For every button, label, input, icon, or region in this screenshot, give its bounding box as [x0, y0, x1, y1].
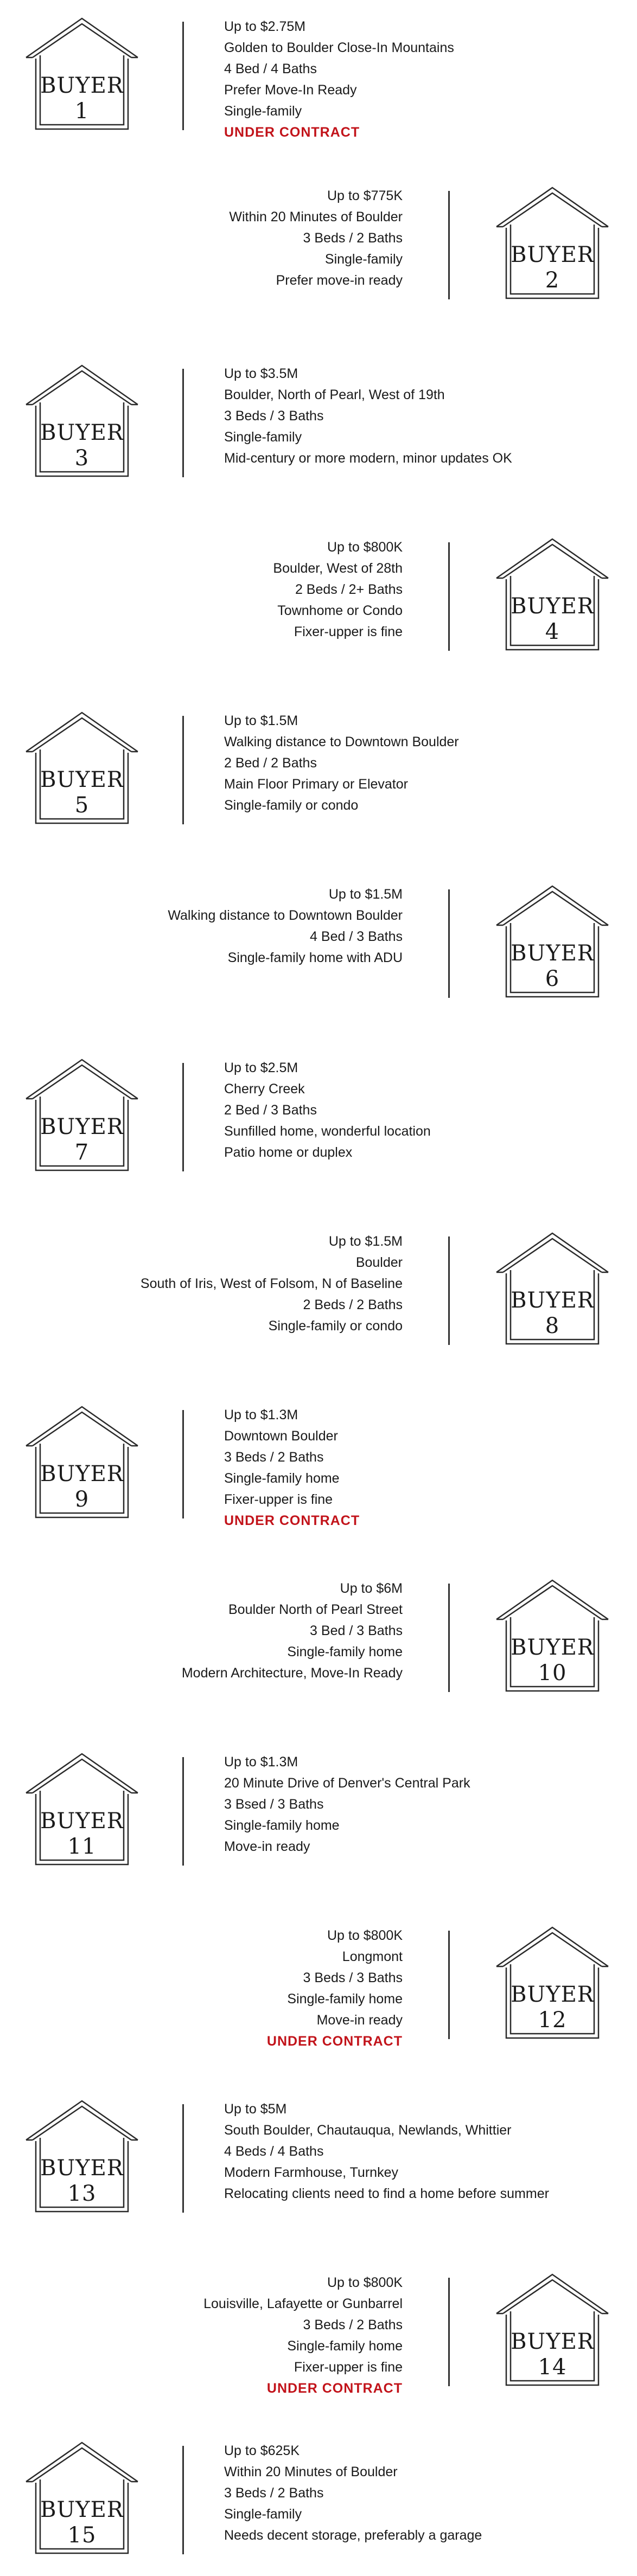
detail-line: Up to $2.75M: [224, 19, 306, 34]
buyer-word: BUYER: [40, 420, 124, 445]
buyer-number: 6: [545, 966, 560, 991]
detail-line: Up to $5M: [224, 2101, 287, 2117]
detail-line: Main Floor Primary or Elevator: [224, 777, 408, 792]
detail-line: Modern Farmhouse, Turnkey: [224, 2165, 398, 2180]
detail-line: Move-in ready: [224, 1839, 310, 1854]
buyer-card: [0, 2082, 637, 2234]
detail-line: Up to $800K: [327, 540, 403, 555]
buyer-word: BUYER: [511, 1982, 594, 2007]
detail-line: Up to $1.5M: [328, 1234, 403, 1249]
detail-line: Single-family or condo: [224, 798, 359, 813]
buyer-word: BUYER: [511, 1288, 594, 1313]
detail-line: Up to $1.5M: [224, 713, 298, 728]
detail-line: Boulder: [355, 1255, 403, 1270]
buyer-card: [0, 1215, 637, 1367]
divider: [182, 2446, 184, 2554]
buyer-card: [0, 1388, 637, 1540]
buyer-details: [23, 2272, 403, 2399]
house-icon: [495, 1926, 609, 2040]
detail-line: 2 Bed / 3 Baths: [224, 1103, 317, 1118]
buyer-number: 13: [67, 2181, 97, 2206]
detail-line: Fixer-upper is fine: [294, 2360, 403, 2375]
detail-line: Single-family home: [287, 1991, 403, 2007]
house-icon: [25, 2100, 139, 2214]
divider: [182, 716, 184, 824]
buyer-word: BUYER: [511, 941, 594, 966]
buyer-word: BUYER: [40, 2497, 124, 2522]
buyer-details: [224, 1752, 604, 1857]
detail-line: 3 Beds / 3 Baths: [303, 1970, 403, 1985]
detail-line: 3 Beds / 2 Baths: [224, 2485, 324, 2501]
buyer-word: BUYER: [40, 73, 124, 98]
house-icon: [495, 1232, 609, 1346]
detail-line: 4 Beds / 4 Baths: [224, 2144, 324, 2159]
detail-line: Sunfilled home, wonderful location: [224, 1124, 431, 1139]
house-icon: [495, 2273, 609, 2387]
buyer-card: [0, 1041, 637, 1193]
buyer-number: 1: [74, 99, 90, 124]
detail-line: Up to $1.5M: [328, 887, 403, 902]
buyer-card: [0, 1909, 637, 2061]
detail-line: Walking distance to Downtown Boulder: [224, 734, 459, 749]
buyer-word: BUYER: [40, 1809, 124, 1834]
detail-line: Within 20 Minutes of Boulder: [224, 2464, 398, 2479]
divider: [182, 1063, 184, 1171]
buyer-word: BUYER: [511, 594, 594, 619]
detail-line: Louisville, Lafayette or Gunbarrel: [203, 2296, 403, 2311]
buyer-details: [224, 1405, 604, 1531]
buyer-number: 4: [545, 619, 560, 644]
house-icon: [25, 1406, 139, 1520]
divider: [182, 1757, 184, 1866]
house-icon: [25, 1753, 139, 1867]
status-badge: UNDER CONTRACT: [224, 125, 360, 140]
detail-line: 2 Beds / 2+ Baths: [295, 582, 403, 597]
detail-line: 3 Beds / 3 Baths: [224, 408, 324, 424]
detail-line: Fixer-upper is fine: [224, 1492, 333, 1507]
detail-line: Up to $3.5M: [224, 366, 298, 381]
divider: [448, 2278, 450, 2386]
house-icon: [495, 538, 609, 652]
detail-line: South of Iris, West of Folsom, N of Baseline: [140, 1276, 403, 1291]
buyer-card: [0, 2424, 637, 2576]
buyer-card: [0, 1562, 637, 1714]
buyer-number: 9: [74, 1487, 90, 1512]
divider: [448, 191, 450, 299]
detail-line: Fixer-upper is fine: [294, 624, 403, 639]
detail-line: Up to $800K: [327, 2275, 403, 2290]
house-icon: [495, 187, 609, 300]
buyer-number: 7: [74, 1140, 90, 1165]
house-icon: [495, 1579, 609, 1693]
detail-line: Needs decent storage, preferably a garage: [224, 2528, 482, 2543]
detail-line: Boulder, West of 28th: [273, 561, 403, 576]
buyer-word: BUYER: [40, 1114, 124, 1139]
detail-line: Up to $800K: [327, 1928, 403, 1943]
detail-line: Single-family home: [224, 1818, 340, 1833]
buyer-details: [224, 363, 604, 469]
buyer-number: 8: [545, 1313, 560, 1338]
divider: [182, 22, 184, 130]
detail-line: Single-family home with ADU: [227, 950, 403, 965]
detail-line: Patio home or duplex: [224, 1145, 353, 1160]
detail-line: 3 Beds / 2 Baths: [303, 2317, 403, 2333]
buyer-word: BUYER: [40, 767, 124, 792]
buyer-number: 10: [538, 1661, 567, 1686]
detail-line: Up to $2.5M: [224, 1060, 298, 1075]
detail-line: Cherry Creek: [224, 1081, 305, 1097]
detail-line: Up to $625K: [224, 2443, 300, 2458]
house-icon: [25, 17, 139, 131]
detail-line: Move-in ready: [316, 2013, 403, 2028]
status-badge: UNDER CONTRACT: [224, 1513, 360, 1528]
detail-line: 2 Bed / 2 Baths: [224, 755, 317, 771]
buyer-card: [0, 868, 637, 1020]
detail-line: Single-family: [224, 2507, 302, 2522]
buyer-details: [224, 710, 604, 816]
divider: [448, 889, 450, 998]
detail-line: Single-family home: [287, 1644, 403, 1659]
buyer-number: 14: [538, 2355, 567, 2380]
buyer-details: [23, 1925, 403, 2052]
detail-line: Downtown Boulder: [224, 1428, 338, 1444]
detail-line: Up to $6M: [340, 1581, 403, 1596]
buyer-number: 15: [67, 2523, 97, 2548]
detail-line: Boulder North of Pearl Street: [228, 1602, 403, 1617]
detail-line: 3 Bed / 3 Baths: [310, 1623, 403, 1638]
buyer-card: [0, 694, 637, 846]
buyer-details: [23, 1231, 403, 1337]
buyer-details: [224, 2440, 604, 2546]
buyer-details: [224, 2099, 604, 2205]
detail-line: 3 Beds / 2 Baths: [224, 1450, 324, 1465]
divider: [182, 369, 184, 477]
divider: [448, 542, 450, 651]
buyer-number: 11: [67, 1834, 97, 1859]
detail-line: Single-family: [224, 430, 302, 445]
house-icon: [25, 712, 139, 825]
buyer-card: [0, 1735, 637, 1887]
buyer-details: [224, 1058, 604, 1163]
detail-line: Single-family home: [287, 2338, 403, 2354]
buyer-card: [0, 169, 637, 321]
buyer-word: BUYER: [511, 1635, 594, 1660]
house-icon: [495, 885, 609, 999]
detail-line: Boulder, North of Pearl, West of 19th: [224, 387, 445, 402]
detail-line: Prefer move-in ready: [276, 273, 403, 288]
divider: [182, 1410, 184, 1518]
buyer-details: [23, 185, 403, 291]
buyer-details: [23, 537, 403, 643]
buyer-word: BUYER: [511, 2329, 594, 2354]
buyer-number: 3: [74, 446, 90, 471]
detail-line: Single-family: [324, 252, 403, 267]
detail-line: 2 Beds / 2 Baths: [303, 1297, 403, 1312]
buyer-details: [23, 1578, 403, 1684]
buyer-number: 5: [74, 793, 90, 818]
detail-line: Within 20 Minutes of Boulder: [229, 209, 403, 225]
detail-line: Walking distance to Downtown Boulder: [168, 908, 403, 923]
buyer-word: BUYER: [40, 2156, 124, 2181]
buyer-number: 12: [538, 2008, 567, 2033]
detail-line: Longmont: [342, 1949, 403, 1964]
detail-line: Prefer Move-In Ready: [224, 82, 357, 98]
detail-line: Modern Architecture, Move-In Ready: [181, 1665, 403, 1681]
buyer-word: BUYER: [511, 242, 594, 267]
detail-line: Golden to Boulder Close-In Mountains: [224, 40, 454, 55]
detail-line: 4 Bed / 3 Baths: [310, 929, 403, 944]
divider: [448, 1584, 450, 1692]
buyer-details: [23, 884, 403, 969]
detail-line: 20 Minute Drive of Denver's Central Park: [224, 1776, 470, 1791]
detail-line: Townhome or Condo: [277, 603, 403, 618]
detail-line: Single-family: [224, 104, 302, 119]
divider: [182, 2104, 184, 2213]
detail-line: 3 Beds / 2 Baths: [303, 230, 403, 246]
house-icon: [25, 1059, 139, 1172]
buyer-card: [0, 2256, 637, 2408]
buyer-card: [0, 347, 637, 499]
divider: [448, 1931, 450, 2039]
house-icon: [25, 2442, 139, 2555]
detail-line: Up to $775K: [327, 188, 403, 203]
divider: [448, 1236, 450, 1345]
detail-line: Relocating clients need to find a home before summer: [224, 2186, 549, 2201]
status-badge: UNDER CONTRACT: [266, 2034, 403, 2049]
buyer-details: [224, 16, 604, 143]
buyer-card: [0, 0, 637, 152]
buyer-word: BUYER: [40, 1462, 124, 1486]
detail-line: 4 Bed / 4 Baths: [224, 61, 317, 76]
detail-line: South Boulder, Chautauqua, Newlands, Whittier: [224, 2123, 512, 2138]
detail-line: Up to $1.3M: [224, 1407, 298, 1422]
detail-line: Single-family home: [224, 1471, 340, 1486]
detail-line: Mid-century or more modern, minor updates OK: [224, 451, 512, 466]
buyer-card: [0, 521, 637, 672]
house-icon: [25, 364, 139, 478]
buyer-number: 2: [545, 268, 560, 293]
detail-line: Up to $1.3M: [224, 1754, 298, 1770]
status-badge: UNDER CONTRACT: [266, 2381, 403, 2396]
detail-line: 3 Bsed / 3 Baths: [224, 1797, 324, 1812]
detail-line: Single-family or condo: [268, 1318, 403, 1334]
